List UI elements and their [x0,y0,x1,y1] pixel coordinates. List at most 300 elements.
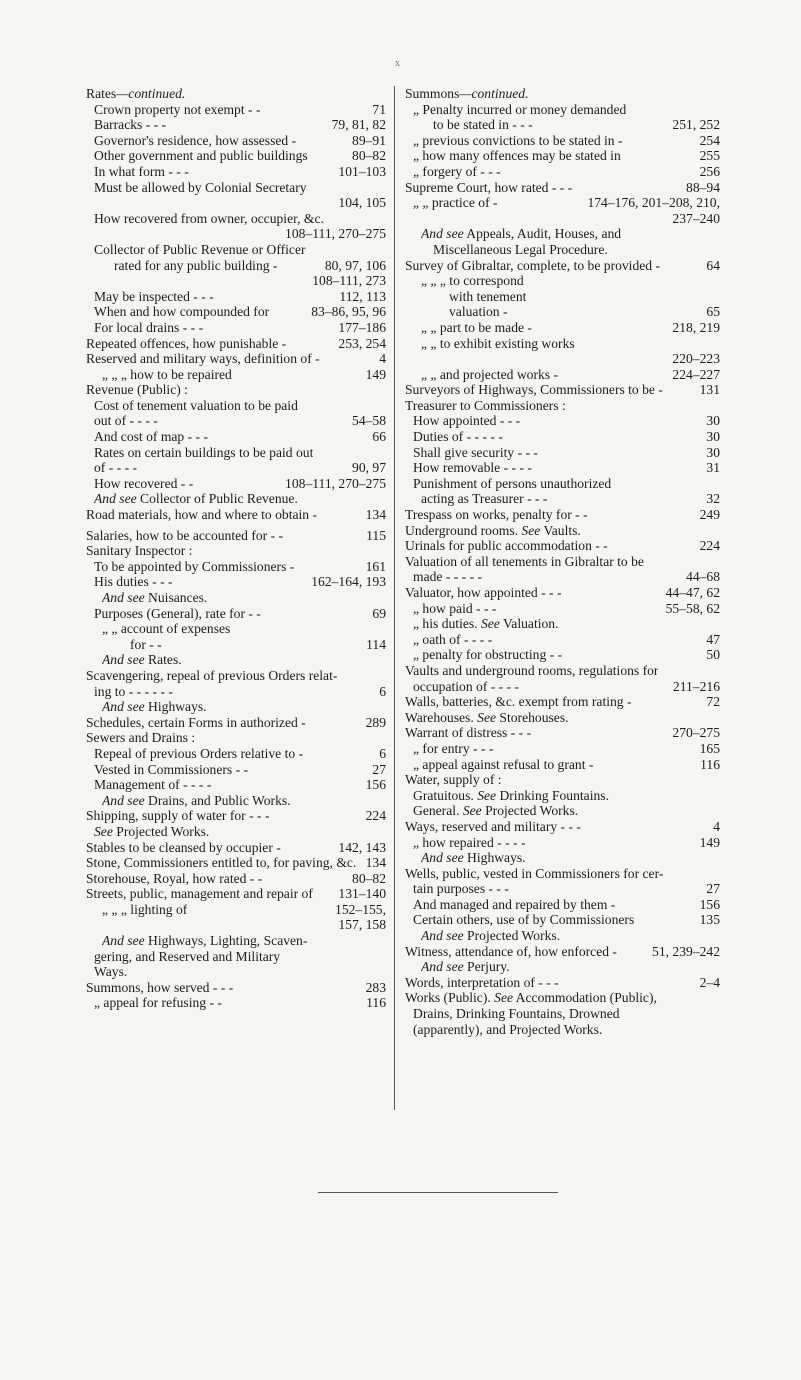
index-entry [405,1006,720,1022]
index-entry-text: For local drains - - - [94,319,204,335]
index-entry-page-ref: 80–82 [352,148,386,164]
index-entry-page-ref: 64 [706,257,720,273]
index-entry [405,180,720,196]
index-entry [86,148,386,164]
index-entry-page-ref: 50 [706,647,720,663]
index-entry-page-ref: 79, 81, 82 [331,117,386,133]
index-entry-page-ref: 134 [365,507,386,523]
index-entry-text: Wells, public, vested in Commissioners for cer- [405,865,664,881]
index-entry-text: „ Penalty incurred or money demanded [413,101,627,117]
index-entry [405,523,720,539]
index-entry-text: Treasurer to Commissioners : [405,397,566,413]
index-entry-page-ref: 161 [365,558,386,574]
index-entry [86,528,386,544]
index-entry [86,86,386,102]
index-entry-page-ref: 162–164, 193 [311,574,386,590]
index-entry-text: „ oath of - - - - [413,631,493,647]
index-entry-page-ref: 177–186 [338,319,386,335]
index-entry-page-ref: 142, 143 [338,839,386,855]
index-entry-text: „ „ „ lighting of [102,901,188,917]
index-entry [405,975,720,991]
index-entry-page-ref: 51, 239–242 [652,943,720,959]
index-entry-text: „ previous convictions to be stated in - [413,132,623,148]
index-entry-text: Stables to be cleansed by occupier - [86,839,281,855]
index-entry-page-ref: 69 [372,605,386,621]
index-entry-text: Certain others, use of by Commissioners [413,912,635,928]
index-entry [405,289,720,305]
index-entry [405,554,720,570]
index-entry [405,757,720,773]
index-entry [405,819,720,835]
index-entry [405,211,720,227]
index-entry-text: Warrant of distress - - - [405,725,532,741]
index-entry-page-ref: 116 [366,995,386,1011]
index-entry [86,336,386,352]
index-entry [405,772,720,788]
index-entry-text: Valuator, how appointed - - - [405,585,562,600]
index-entry [86,886,386,902]
index-entry [405,835,720,851]
index-entry [405,647,720,663]
index-entry-page-ref: 156 [365,777,386,793]
index-entry-text: And see Perjury. [421,959,510,975]
index-entry-page-ref: 30 [706,413,720,429]
index-entry [405,866,720,882]
index-entry-page-ref: 27 [372,761,386,777]
index-entry-text: Vaults and underground rooms, regulations for [405,662,659,678]
index-entry-text: „ how many offences may be stated in [413,148,621,164]
index-entry-page-ref: 44–47, 62 [665,585,720,600]
index-entry [405,928,720,944]
index-entry-text: Streets, public, management and repair of [86,886,313,902]
index-entry [405,507,720,523]
index-entry-page-ref: 31 [706,460,720,476]
index-entry [405,632,720,648]
index-entry-text: Revenue (Public) : [86,382,188,398]
index-entry [86,715,386,731]
index-entry [86,211,386,227]
index-entry-text: How removable - - - - [413,460,532,476]
index-entry [86,777,386,793]
index-entry-text: with tenement [449,288,527,304]
index-entry [86,445,386,461]
index-entry-text: gering, and Reserved and Military [94,948,281,964]
index-entry [86,699,386,715]
index-entry-text: „ forgery of - - - [413,163,501,179]
index-entry-text: Miscellaneous Legal Procedure. [433,241,608,257]
index-entry [86,964,386,980]
index-entry [405,226,720,242]
index-entry [405,663,720,679]
index-entry-page-ref: 255 [699,148,720,164]
index-entry [405,601,720,617]
index-entry [86,762,386,778]
index-entry-text: And see Nuisances. [102,590,208,605]
index-entry-text: Works (Public). See Accommodation (Public), [405,990,657,1006]
index-entry-text: Crown property not exempt - - [94,101,261,117]
index-entry [405,102,720,118]
index-entry-text: „ appeal against refusal to grant - [413,756,594,772]
index-entry [405,850,720,866]
index-entry-page-ref: 253, 254 [338,335,386,351]
index-entry [86,746,386,762]
index-entry-page-ref: 283 [365,979,386,995]
index-entry [86,824,386,840]
index-entry-text: General. See Projected Works. [413,803,579,819]
index-entry [86,808,386,824]
index-entry-text: Barracks - - - [94,117,167,133]
index-entry-text: Valuation of all tenements in Gibraltar to be [405,553,644,569]
index-entry [86,871,386,887]
index-entry-page-ref: 71 [372,101,386,117]
index-entry [405,413,720,429]
index-entry-page-ref: 152–155, [335,901,386,917]
index-entry [86,180,386,196]
index-entry [405,538,720,554]
index-entry-text: „ his duties. See Valuation. [413,616,559,632]
index-entry [86,242,386,258]
index-entry-text: Warehouses. See Storehouses. [405,709,569,725]
index-entry [86,995,386,1011]
index-entry-text: And see Collector of Public Revenue. [94,491,298,507]
index-entry [405,881,720,897]
index-entry-text: occupation of - - - - [413,678,520,694]
index-entry-text: „ how paid - - - [413,600,497,616]
index-entry [86,590,386,606]
index-entry [86,289,386,305]
index-entry-page-ref: 116 [700,756,720,772]
index-entry [86,460,386,476]
index-entry [86,840,386,856]
index-entry-page-ref: 27 [706,881,720,897]
index-entry-text: See Projected Works. [94,823,210,839]
index-entry-page-ref: 237–240 [672,210,720,226]
index-entry-page-ref: 83–86, 95, 96 [311,304,386,320]
index-entry [86,917,386,933]
index-entry-text: valuation - [449,304,508,320]
index-entry-text: Must be allowed by Colonial Secretary [94,179,307,195]
index-entry-text: Vested in Commissioners - - [94,761,249,777]
index-entry-text: Walls, batteries, &c. exempt from rating - [405,694,632,710]
index-entry [86,559,386,575]
index-entry [86,320,386,336]
index-entry-text: „ penalty for obstructing - - [413,647,563,663]
index-entry-text: Reserved and military ways, definition of - [86,351,320,367]
index-entry-text: And managed and repaired by them - [413,896,616,912]
index-entry-text: How recovered - - [94,475,194,491]
index-entry [405,398,720,414]
index-entry [405,585,720,601]
index-entry-text: Storehouse, Royal, how rated - - [86,870,263,886]
index-entry-page-ref: 135 [699,912,720,928]
index-entry-page-ref: 156 [699,896,720,912]
index-entry-page-ref: 149 [365,366,386,382]
index-entry-page-ref: 220–223 [672,351,720,367]
index-entry [405,164,720,180]
index-entry-page-ref: 55–58, 62 [665,600,720,616]
index-entry-page-ref: 224–227 [672,366,720,382]
index-entry [86,543,386,559]
index-entry [86,793,386,809]
index-entry-text: „ „ part to be made - [421,319,532,335]
index-entry-text: When and how compounded for [94,304,270,320]
index-entry-text: Rates on certain buildings to be paid out [94,444,314,460]
index-entry-page-ref: 254 [699,132,720,148]
index-entry-text: Summons, how served - - - [86,979,234,995]
index-entry-text: Rates—continued. [86,86,186,101]
index-entry [405,367,720,383]
index-entry-text: Road materials, how and where to obtain - [86,507,318,523]
index-entry-page-ref: 114 [366,636,386,652]
index-entry-page-ref: 224 [699,538,720,554]
index-entry [86,980,386,996]
index-entry-page-ref: 134 [365,855,386,871]
index-entry-text: „ „ „ how to be repaired [102,366,232,382]
index-entry-page-ref: 251, 252 [672,117,720,133]
index-entry [405,803,720,819]
index-entry-text: „ for entry - - - [413,740,494,756]
index-entry [86,574,386,590]
page-mark: x [395,58,400,69]
index-entry-page-ref: 211–216 [672,678,720,694]
index-entry-page-ref: 270–275 [672,725,720,741]
index-entry-text: Underground rooms. See Vaults. [405,522,581,538]
index-entry-text: for - - [130,636,162,652]
footer-rule [318,1192,558,1193]
index-entry [86,902,386,918]
index-entry-text: Purposes (General), rate for - - [94,605,261,621]
index-entry-page-ref: 80, 97, 106 [324,257,386,273]
index-entry-text: In what form - - - [94,163,189,179]
index-entry-text: Urinals for public accommodation - - [405,538,608,554]
index-entry-text: „ how repaired - - - - [413,834,526,850]
index-entry-page-ref: 47 [706,631,720,647]
index-entry [405,429,720,445]
index-entry-page-ref: 80–82 [352,870,386,886]
index-entry-text: Cost of tenement valuation to be paid [94,397,298,413]
index-entry [86,398,386,414]
index-entry-text: Salaries, how to be accounted for - - [86,527,284,543]
index-entry-text: Punishment of persons unauthorized [413,475,612,491]
index-entry [405,382,720,398]
index-entry-page-ref: 108–111, 270–275 [285,226,386,242]
index-entry-text: rated for any public building - [114,257,278,273]
index-entry-page-ref: 108–111, 270–275 [285,475,386,491]
index-entry [86,491,386,507]
index-entry-page-ref: 4 [713,818,720,834]
index-entry [86,476,386,492]
index-entry-page-ref: 112, 113 [339,288,386,304]
index-entry-text: Stone, Commissioners entitled to, for paving, &c. [86,855,357,871]
index-entry [86,102,386,118]
index-entry-text: „ „ practice of - [413,195,498,211]
index-entry-page-ref: 6 [379,683,386,699]
index-entry [86,273,386,289]
index-entry-text: Schedules, certain Forms in authorized - [86,714,306,730]
index-entry [86,949,386,965]
index-entry [86,195,386,211]
index-entry-text: Summons—continued. [405,86,529,101]
index-entry-text: And see Projected Works. [421,928,561,944]
index-entry-page-ref: 101–103 [338,163,386,179]
index-entry [86,226,386,242]
index-entry-text: Collector of Public Revenue or Officer [94,241,306,257]
index-entry-text: Shipping, supply of water for - - - [86,808,270,824]
index-entry-text: And see Highways. [421,850,526,866]
index-entry-text: „ „ account of expenses [102,621,231,637]
index-entry-text: „ „ „ to correspond [421,273,524,289]
index-entry [405,616,720,632]
index-entry-page-ref: 90, 97 [352,460,386,476]
index-entry [86,730,386,746]
index-entry-page-ref: 104, 105 [338,195,386,211]
index-entry-page-ref: 4 [379,351,386,367]
index-entry-text: Trespass on works, penalty for - - [405,507,588,523]
index-entry-page-ref: 218, 219 [672,319,720,335]
index-entry-text: Words, interpretation of - - - [405,974,559,990]
index-entry-text: Ways. [94,964,128,980]
index-entry-text: out of - - - - [94,413,158,429]
index-entry-text: Scavengering, repeal of previous Orders relat- [86,667,338,683]
index-entry [405,304,720,320]
index-entry-page-ref: 30 [706,429,720,445]
index-entry [86,855,386,871]
index-entry [405,694,720,710]
index-entry-text: Supreme Court, how rated - - - [405,179,573,195]
index-entry [86,668,386,684]
index-entry [405,1022,720,1038]
index-entry [405,476,720,492]
index-entry-text: How recovered from owner, occupier, &c. [94,210,324,226]
index-entry [405,569,720,585]
index-entry-text: And cost of map - - - [94,429,209,445]
index-entry [405,491,720,507]
index-entry-text: Repeal of previous Orders relative to - [94,745,304,761]
index-entry-text: Witness, attendance of, how enforced - [405,943,617,959]
index-entry-page-ref: 65 [706,304,720,320]
index-entry [405,741,720,757]
index-entry [405,273,720,289]
index-entry-text: to be stated in - - - [433,117,533,133]
index-entry-text: And see Drains, and Public Works. [102,792,291,808]
index-entry-text: To be appointed by Commissioners - [94,558,295,574]
index-entry [86,637,386,653]
index-entry-text: „ appeal for refusing - - [94,995,222,1011]
index-entry-page-ref: 30 [706,444,720,460]
index-entry [86,133,386,149]
index-entry [405,959,720,975]
index-entry-text: of - - - - [94,460,138,476]
index-entry [405,258,720,274]
index-entry-text: Surveyors of Highways, Commissioners to be - [405,382,663,398]
index-entry [405,320,720,336]
index-column-left [86,86,386,1011]
index-entry [86,164,386,180]
index-entry-text: His duties - - - [94,574,173,590]
index-entry [405,725,720,741]
index-entry-text: How appointed - - - [413,413,521,429]
index-entry-page-ref: 256 [699,163,720,179]
index-entry-text: Drains, Drinking Fountains, Drowned [413,1006,620,1022]
index-entry-text: (apparently), and Projected Works. [413,1021,603,1037]
index-entry-text: Survey of Gibraltar, complete, to be provided - [405,257,661,273]
index-entry-text: Water, supply of : [405,772,502,788]
index-entry-page-ref: 249 [699,507,720,523]
index-entry [405,351,720,367]
index-entry [405,86,720,102]
index-entry [405,195,720,211]
index-entry-text: And see Appeals, Audit, Houses, and [421,226,622,242]
index-entry-page-ref: 2–4 [699,974,720,990]
index-entry [405,679,720,695]
index-entry-text: And see Rates. [102,652,182,668]
index-entry-text: Shall give security - - - [413,444,538,460]
index-entry-page-ref: 131 [699,382,720,398]
index-entry-page-ref: 149 [699,834,720,850]
index-entry [405,133,720,149]
index-entry-text: ing to - - - - - - [94,683,173,699]
index-entry [405,460,720,476]
index-entry [405,710,720,726]
index-entry-text: „ „ to exhibit existing works [421,335,575,351]
index-entry-text: Duties of - - - - - [413,429,503,445]
index-entry-page-ref: 6 [379,745,386,761]
index-entry-page-ref: 54–58 [352,413,386,429]
index-entry [86,684,386,700]
index-entry-page-ref: 174–176, 201–208, 210, [587,195,720,211]
index-entry-text: May be inspected - - - [94,288,214,304]
index-entry [86,304,386,320]
index-entry-text: Gratuitous. See Drinking Fountains. [413,787,609,803]
index-entry-text: Sewers and Drains : [86,730,196,746]
index-entry [405,336,720,352]
index-entry [86,117,386,133]
index-entry-text: tain purposes - - - [413,881,509,897]
index-entry [86,429,386,445]
index-entry-page-ref: 32 [706,491,720,507]
index-entry-page-ref: 66 [372,429,386,445]
index-entry [86,606,386,622]
index-entry [405,897,720,913]
index-entry-page-ref: 289 [365,714,386,730]
index-entry [86,382,386,398]
index-entry [86,351,386,367]
index-entry-page-ref: 108–111, 273 [312,273,386,289]
index-entry [405,445,720,461]
index-entry-text: And see Highways, Lighting, Scaven- [102,933,308,949]
index-entry [405,788,720,804]
index-column-right [394,86,720,1110]
index-entry [86,652,386,668]
index-entry-text: „ „ and projected works - [421,366,559,382]
index-entry-page-ref: 89–91 [352,132,386,148]
index-entry [86,933,386,949]
index-entry [405,117,720,133]
index-entry [405,148,720,164]
index-entry-text: And see Highways. [102,699,207,715]
index-entry [86,258,386,274]
index-entry-page-ref: 165 [699,740,720,756]
index-entry [86,507,386,523]
index-entry [405,990,720,1006]
index-entry [405,912,720,928]
index-entry [405,944,720,960]
index-entry-text: acting as Treasurer - - - [421,491,548,507]
index-entry-text: made - - - - - [413,569,483,585]
index-entry-page-ref: 115 [366,527,386,543]
index-entry [86,413,386,429]
index-entry-page-ref: 157, 158 [338,917,386,933]
